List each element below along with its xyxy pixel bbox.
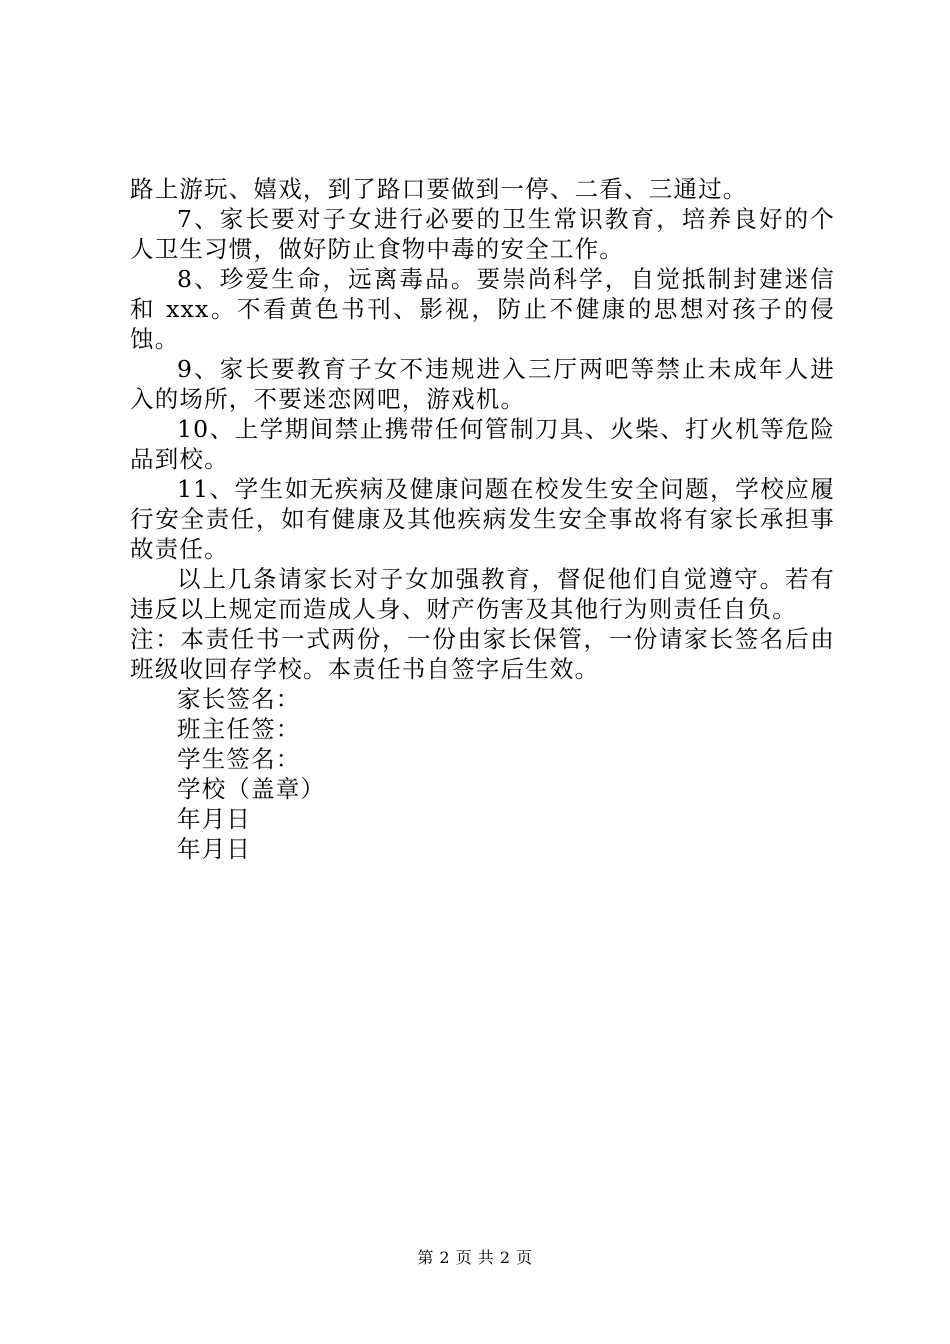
paragraph-item-11: 11、学生如无疾病及健康问题在校发生安全问题，学校应履行安全责任，如有健康及其他疾病发生安全事故将有家长承担事故责任。 [130, 475, 835, 563]
parent-signature-line: 家长签名： [177, 685, 301, 713]
date-line-1: 年月日 [177, 805, 252, 833]
paragraph-item-9: 9、家长要教育子女不违规进入三厅两吧等禁止未成年人进入的场所，不要迷恋网吧，游戏机。 [130, 355, 835, 413]
paragraph-item-8: 8、珍爱生命，远离毒品。要崇尚科学，自觉抵制封建迷信和 xxx。不看黄色书刊、影视，防止不健康的思想对孩子的侵蚀。 [130, 265, 835, 353]
paragraph-item-10: 10、上学期间禁止携带任何管制刀具、火柴、打火机等危险品到校。 [130, 415, 835, 473]
date-line-2: 年月日 [177, 835, 252, 863]
paragraph-item-7: 7、家长要对子女进行必要的卫生常识教育，培养良好的个人卫生习惯，做好防止食物中毒的安全工作。 [130, 205, 835, 263]
head-teacher-signature-line: 班主任签： [177, 715, 301, 743]
paragraph-closing: 以上几条请家长对子女加强教育，督促他们自觉遵守。若有违反以上规定而造成人身、财产伤害及其他行为则责任自负。 [130, 565, 835, 623]
document-body [130, 174, 835, 864]
paragraph-continuation: 路上游玩、嬉戏，到了路口要做到一停、二看、三通过。 [130, 175, 748, 203]
student-signature-line: 学生签名： [177, 745, 301, 773]
paragraph-note: 注：本责任书一式两份，一份由家长保管，一份请家长签名后由班级收回存学校。本责任书自签字后生效。 [130, 625, 835, 683]
school-seal-line: 学校（盖章） [177, 775, 326, 803]
page-number-footer: 第 2 页 共 2 页 [417, 1248, 533, 1267]
